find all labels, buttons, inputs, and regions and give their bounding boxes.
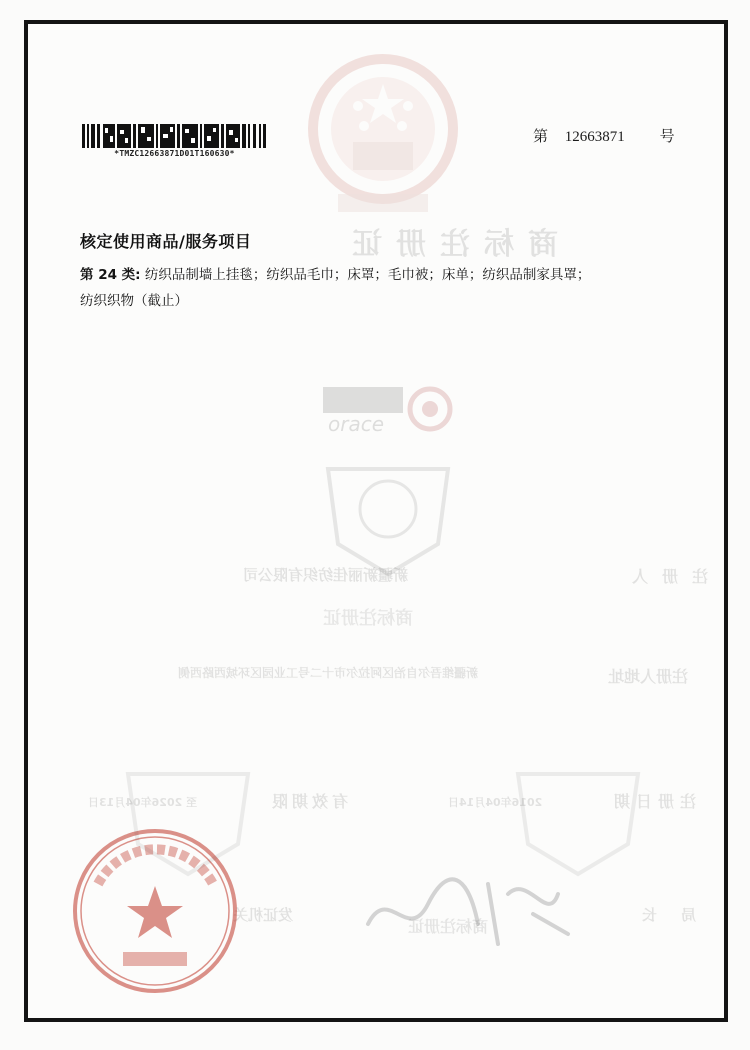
brand-logo-icon	[318, 379, 458, 439]
barcode	[82, 124, 272, 158]
reg-prefix: 第	[533, 127, 549, 145]
goods-line-1	[80, 262, 720, 288]
certificate-frame	[24, 20, 728, 1022]
class-label: 第 24 类:	[80, 267, 141, 283]
goods-services-heading: 核定使用商品/服务项目	[80, 232, 252, 251]
registration-number	[533, 125, 675, 146]
right-badge-icon	[508, 764, 648, 884]
reg-suffix: 号	[659, 127, 675, 145]
official-seal-icon	[68, 824, 243, 999]
show-through-layer: 商标注册证 orace 新疆新丽佳纺织有限公司 注册人 商标注册证 新疆维吾尔自治区阿拉尔市十二号工业园区环城西路西侧 注册人地址 至 2026年04月13日 有效期限 2016年04月14日 注册日期 发证机关 局长 商标注册证	[28, 24, 724, 1018]
watermark-badge-icon	[308, 454, 468, 584]
barcode-bars	[82, 124, 267, 148]
reg-number-value: 12663871	[564, 129, 625, 145]
goods-items-line2: 纺织织物（截止）	[80, 293, 188, 309]
left-badge-icon	[118, 764, 258, 884]
goods-list	[80, 262, 720, 314]
signature-icon	[358, 864, 578, 954]
national-emblem-icon	[298, 54, 468, 219]
barcode-text: *TMZC12663871D01T160630*	[114, 149, 235, 158]
svg-text:orace: orace	[328, 412, 385, 436]
goods-items-line1: 纺织品制墙上挂毯；纺织品毛巾；床罩；毛巾被；床单；纺织品制家具罩；	[144, 267, 591, 283]
